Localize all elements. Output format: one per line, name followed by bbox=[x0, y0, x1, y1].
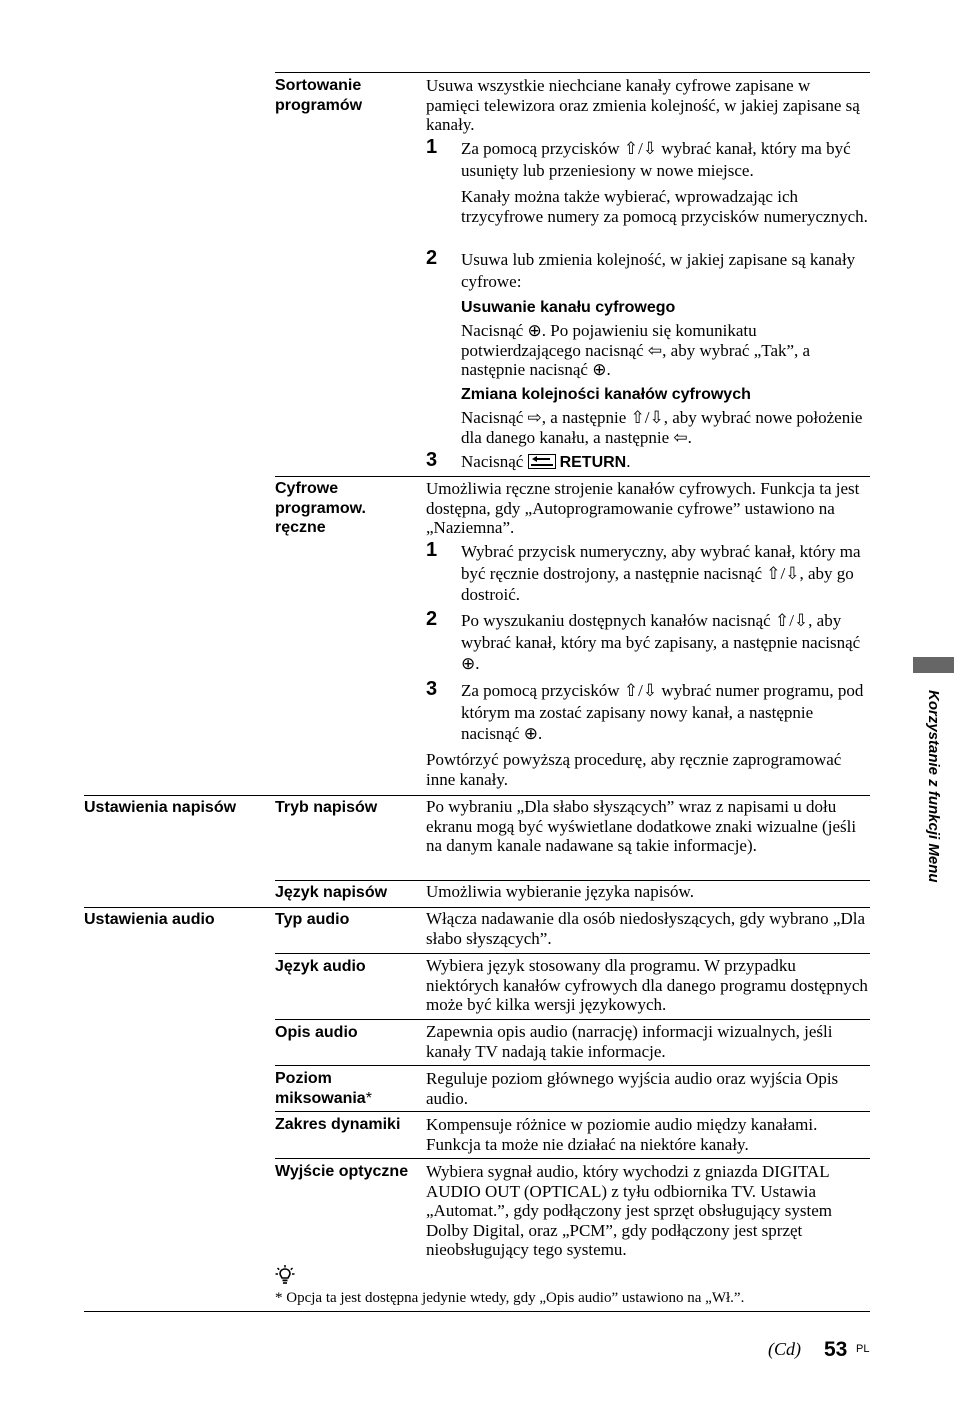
footnote: * Opcja ta jest dostępna jedynie wtedy, gdy „Opis audio” ustawiono na „Wł.”. bbox=[275, 1290, 745, 1306]
row-label-subtitle-lang: Język napisów bbox=[275, 884, 388, 901]
return-button-label: RETURN bbox=[559, 454, 627, 471]
row-desc-dynamic-range: Kompensuje różnice w poziomie audio między kanałami. Funkcja ta może nie działać na niektóre kanały. bbox=[426, 1115, 818, 1154]
manual-step-1: Wybrać przycisk numeryczny, aby wybrać kanał, który ma być ręcznie dostrojony, a następnie nacisnąć ⇧/⇩, aby go dostroić. bbox=[461, 542, 861, 604]
sort-reorder-text: Nacisnąć ⇨, a następnie ⇧/⇩, aby wybrać nowe położenie dla danego kanału, a następnie ⇦. bbox=[461, 408, 863, 447]
sort-step-3-pre: Nacisnąć bbox=[461, 452, 524, 471]
table-top-rule bbox=[275, 72, 870, 73]
step-number: 3 bbox=[426, 449, 438, 471]
side-tab-marker bbox=[913, 657, 954, 673]
row-divider bbox=[275, 1065, 870, 1066]
sort-step-3-post: . bbox=[626, 452, 631, 471]
row-label-dynamic-range: Zakres dynamiki bbox=[275, 1116, 401, 1133]
table-bottom-rule bbox=[84, 1311, 870, 1312]
section-title-audio: Ustawienia audio bbox=[84, 911, 215, 928]
section-divider bbox=[84, 907, 870, 908]
row-desc-sort: Usuwa wszystkie niechciane kanały cyfrowe zapisane w pamięci telewizora oraz zmienia kolejność, w jakiej zapisane są kanały. bbox=[426, 76, 860, 134]
row-label-audio-type: Typ audio bbox=[275, 911, 350, 928]
manual-step-2: Po wyszukaniu dostępnych kanałów nacisnąć ⇧/⇩, aby wybrać kanał, który ma być zapisany, a następnie nacisnąć ⊕. bbox=[461, 611, 861, 673]
page-number: 53 bbox=[824, 1338, 848, 1361]
row-divider bbox=[275, 953, 870, 954]
sort-step-3 bbox=[461, 451, 869, 474]
manual-repeat-note: Powtórzyć powyższą procedurę, aby ręcznie zaprogramować inne kanały. bbox=[426, 750, 842, 789]
section-divider bbox=[84, 795, 870, 796]
sort-subheading-delete: Usuwanie kanału cyfrowego bbox=[461, 299, 676, 316]
side-section-label: Korzystanie z funkcji Menu bbox=[925, 690, 942, 883]
section-title-subtitles: Ustawienia napisów bbox=[84, 799, 237, 816]
row-label-subtitle-mode: Tryb napisów bbox=[275, 799, 378, 816]
sort-step-2: Usuwa lub zmienia kolejność, w jakiej zapisane są kanały cyfrowe: bbox=[461, 250, 856, 291]
row-divider bbox=[275, 1158, 870, 1159]
row-label-mix-level bbox=[275, 1069, 420, 1108]
sort-subheading-reorder: Zmiana kolejności kanałów cyfrowych bbox=[461, 386, 751, 403]
row-desc-audio-lang: Wybiera język stosowany dla programu. W przypadku niektórych kanałów cyfrowych dla danego programu dostępnych może być kilka wersji językowych. bbox=[426, 956, 868, 1014]
row-desc-optical-out: Wybiera sygnał audio, który wychodzi z gniazda DIGITAL AUDIO OUT (OPTICAL) z tyłu odbiornika TV. Ustawia „Automat.”, gdy podłączony jest sprzęt obsługujący system Dolby Digital, oraz „PCM”, gdy podłączony jest sprzęt nieobsługujący tego systemu. bbox=[426, 1162, 833, 1259]
step-number: 1 bbox=[426, 136, 438, 158]
mix-level-asterisk: * bbox=[365, 1089, 372, 1107]
row-label-audio-lang: Język audio bbox=[275, 958, 366, 975]
sort-step-1: Za pomocą przycisków ⇧/⇩ wybrać kanał, który ma być usunięty lub przeniesiony w nowe miejsce. bbox=[461, 139, 851, 180]
row-desc-subtitle-lang: Umożliwia wybieranie języka napisów. bbox=[426, 882, 694, 901]
row-desc-audio-desc: Zapewnia opis audio (narrację) informacji wizualnych, jeśli kanały TV nadają takie informacje. bbox=[426, 1022, 833, 1061]
page-language: PL bbox=[856, 1343, 870, 1355]
row-label-manual: Cyfrowe programow. ręczne bbox=[275, 480, 366, 536]
row-divider bbox=[275, 1111, 870, 1112]
step-number: 3 bbox=[426, 678, 438, 700]
row-label-audio-desc: Opis audio bbox=[275, 1024, 358, 1041]
sort-step-1-note: Kanały można także wybierać, wprowadzając ich trzycyfrowe numery za pomocą przycisków numerycznych. bbox=[461, 187, 868, 226]
step-number: 2 bbox=[426, 608, 438, 630]
sort-delete-text: Nacisnąć ⊕. Po pojawieniu się komunikatu potwierdzającego nacisnąć ⇦, aby wybrać „Tak”, a następnie nacisnąć ⊕. bbox=[461, 321, 811, 379]
mix-level-label: Poziom miksowania bbox=[275, 1070, 366, 1107]
manual-step-3: Za pomocą przycisków ⇧/⇩ wybrać numer programu, pod którym ma zostać zapisany nowy kanał, a następnie nacisnąć ⊕. bbox=[461, 681, 864, 743]
continued-label: (Cd) bbox=[768, 1339, 801, 1359]
row-label-optical-out: Wyjście optyczne bbox=[275, 1163, 409, 1180]
row-desc-manual: Umożliwia ręczne strojenie kanałów cyfrowych. Funkcja ta jest dostępna, gdy „Autoprogramowanie cyfrowe” ustawiono na „Naziemna”. bbox=[426, 479, 860, 537]
return-arrow-icon bbox=[528, 454, 556, 469]
row-desc-subtitle-mode: Po wybraniu „Dla słabo słyszących” wraz z napisami u dołu ekranu mogą być wyświetlane dodatkowe znaki wizualne (jeśli na danym kanale nadawane są takie informacje). bbox=[426, 797, 857, 855]
row-desc-mix-level: Reguluje poziom głównego wyjścia audio oraz wyjścia Opis audio. bbox=[426, 1069, 839, 1108]
row-desc-audio-type: Włącza nadawanie dla osób niedosłyszących, gdy wybrano „Dla słabo słyszących”. bbox=[426, 909, 865, 948]
step-number: 1 bbox=[426, 539, 438, 561]
row-divider bbox=[275, 476, 870, 477]
row-divider bbox=[275, 1019, 870, 1020]
lightbulb-icon bbox=[275, 1265, 295, 1285]
row-label-sort: Sortowanie programów bbox=[275, 77, 363, 114]
step-number: 2 bbox=[426, 247, 438, 269]
row-divider bbox=[275, 880, 870, 881]
